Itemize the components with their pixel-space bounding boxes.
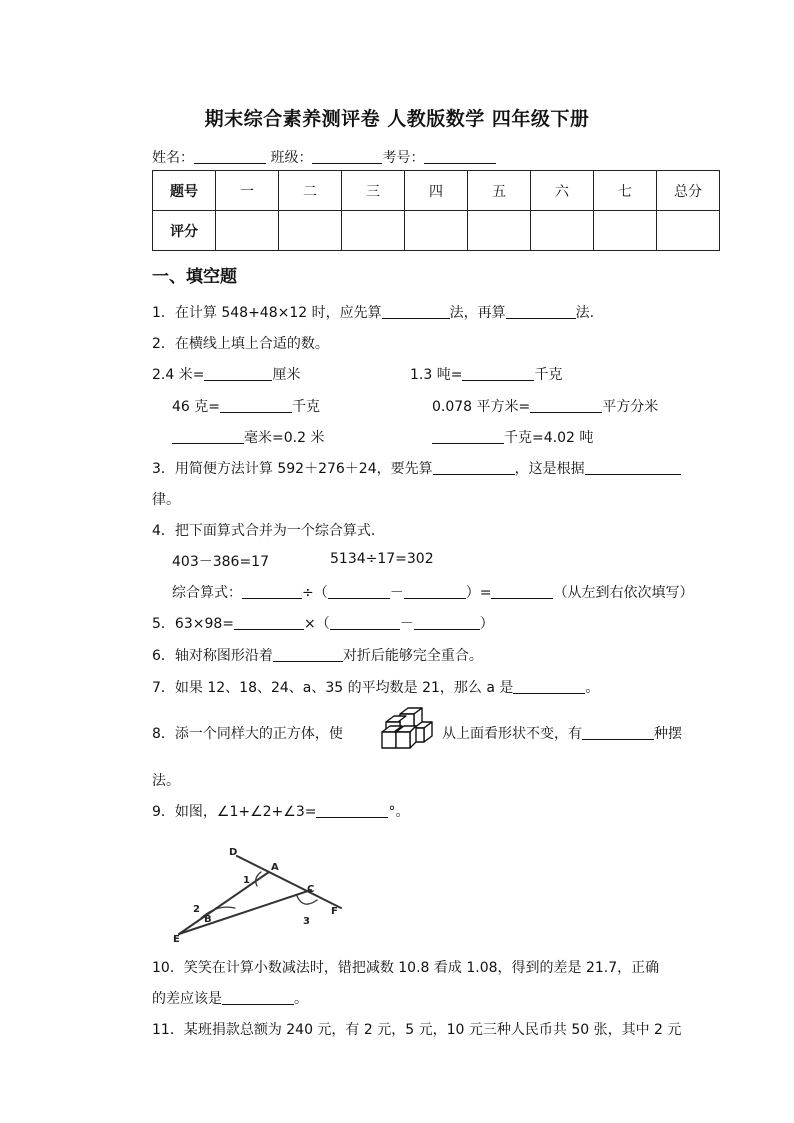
score-table-score-row <box>153 211 720 251</box>
score-header-cell: 三 <box>342 171 405 211</box>
q2-text: 2.4 米= <box>152 367 205 383</box>
q2-text: 1.3 吨= <box>410 367 463 383</box>
cube-stack-image <box>378 706 436 752</box>
score-cell[interactable] <box>468 211 531 251</box>
q3-text: 3．用简便方法计算 592＋276＋24，要先算 <box>152 461 433 477</box>
number-label: 考号： <box>382 150 425 166</box>
question-2: 2．在横线上填上合适的数。 <box>152 336 329 352</box>
line-dacf <box>237 856 341 908</box>
q2-blank[interactable] <box>220 398 292 413</box>
q9-blank[interactable] <box>316 803 388 818</box>
question-7 <box>152 677 599 697</box>
score-header-cell: 七 <box>594 171 657 211</box>
q4-blank[interactable] <box>404 584 466 599</box>
score-cell[interactable] <box>531 211 594 251</box>
q8-end: 法。 <box>152 773 180 789</box>
score-table <box>152 170 720 251</box>
score-header-cell: 四 <box>405 171 468 211</box>
q4-equation-2: 5134÷17=302 <box>330 551 434 567</box>
q1-blank-1[interactable] <box>382 304 450 319</box>
score-header-cell: 总分 <box>657 171 720 211</box>
q2-row3-right <box>432 427 593 447</box>
score-header-cell: 五 <box>468 171 531 211</box>
q6-text-2: 对折后能够完全重合。 <box>342 648 483 664</box>
score-cell[interactable] <box>405 211 468 251</box>
q4-blank[interactable] <box>242 584 302 599</box>
q5-text: 5．63×98= <box>152 616 234 632</box>
q3-blank-1[interactable] <box>433 460 515 475</box>
class-label: 班级： <box>270 150 313 166</box>
q5-op: ×（ <box>304 616 330 632</box>
q2-blank[interactable] <box>204 366 272 381</box>
label-b: B <box>204 914 212 925</box>
score-row-label: 评分 <box>153 211 216 251</box>
score-table-header-row <box>153 171 720 211</box>
score-cell[interactable] <box>657 211 720 251</box>
q2-unit: 千克 <box>534 367 563 383</box>
angle-3-arc <box>297 896 317 904</box>
q1-text: 1．在计算 548+48×12 时，应先算 <box>152 305 382 321</box>
q2-row1-left <box>152 364 300 384</box>
q9-text-2: °。 <box>388 804 410 820</box>
q2-row2-right <box>432 396 658 416</box>
number-blank[interactable] <box>424 149 496 164</box>
score-cell[interactable] <box>594 211 657 251</box>
q8-text-3: 种摆 <box>654 726 682 742</box>
score-cell[interactable] <box>216 211 279 251</box>
student-info-line <box>152 147 496 167</box>
question-6 <box>152 645 483 665</box>
q8-blank[interactable] <box>582 725 654 740</box>
score-header-cell: 六 <box>531 171 594 211</box>
q6-text: 6．轴对称图形沿着 <box>152 648 273 664</box>
question-1 <box>152 302 594 322</box>
q5-op: ） <box>479 616 494 632</box>
q10-continuation <box>152 988 308 1008</box>
score-cell[interactable] <box>279 211 342 251</box>
q10-blank[interactable] <box>222 990 294 1005</box>
label-angle-3: 3 <box>303 916 310 927</box>
name-label: 姓名： <box>152 150 194 166</box>
name-blank[interactable] <box>194 149 266 164</box>
q2-blank[interactable] <box>530 398 602 413</box>
label-e: E <box>173 934 180 945</box>
q5-blank[interactable] <box>330 615 400 630</box>
label-a: A <box>271 862 279 873</box>
q2-unit: 千克=4.02 吨 <box>504 430 594 446</box>
q2-blank[interactable] <box>462 366 534 381</box>
q2-row1-right <box>410 364 562 384</box>
q1-text-2: 法，再算 <box>449 305 506 321</box>
q3-blank-2[interactable] <box>585 460 681 475</box>
q2-text: 46 克= <box>172 399 220 415</box>
label-d: D <box>229 847 238 858</box>
question-5 <box>152 613 494 633</box>
q4-op: ÷（ <box>302 585 328 601</box>
score-header-cell: 二 <box>279 171 342 211</box>
q8-text: 8．添一个同样大的正方体，使 <box>152 726 343 742</box>
question-11: 11．某班捐款总额为 240 元，有 2 元，5 元，10 元三种人民币共 50 张，其中 2 元 <box>152 1022 682 1038</box>
q7-text-2: 。 <box>585 680 600 696</box>
q2-row3-left <box>172 427 324 447</box>
angle-figure <box>165 838 355 948</box>
q2-unit: 千克 <box>292 399 320 415</box>
question-3 <box>152 458 681 478</box>
score-header-cell: 题号 <box>153 171 216 211</box>
score-cell[interactable] <box>342 211 405 251</box>
q4-note: （从左到右依次填写） <box>553 585 694 601</box>
q9-text: 9．如图，∠1+∠2+∠3= <box>152 804 317 820</box>
q2-unit: 厘米 <box>272 367 301 383</box>
q5-blank[interactable] <box>234 615 304 630</box>
question-9 <box>152 801 409 821</box>
q8-text-2: 从上面看形状不变，有 <box>442 726 582 742</box>
q4-op: － <box>389 585 404 601</box>
question-4: 4．把下面算式合并为一个综合算式. <box>152 523 376 539</box>
section-heading: 一、填空题 <box>152 267 237 287</box>
class-blank[interactable] <box>312 149 382 164</box>
label-c: C <box>307 884 315 895</box>
q7-text: 7．如果 12、18、24、a、35 的平均数是 21，那么 a 是 <box>152 680 514 696</box>
question-10: 10．笑笑在计算小数减法时，错把减数 10.8 看成 1.08，得到的差是 21.7，正确 <box>152 960 660 976</box>
q1-text-3: 法. <box>575 305 595 321</box>
q7-blank[interactable] <box>513 679 585 694</box>
question-8 <box>152 723 343 743</box>
label-f: F <box>331 906 338 917</box>
q2-text: 0.078 平方米= <box>432 399 531 415</box>
score-header-cell: 一 <box>216 171 279 211</box>
q2-unit: 毫米=0.2 米 <box>244 430 325 446</box>
q3-continuation: 律。 <box>152 492 180 508</box>
q10-text-2: 的差应该是 <box>152 991 222 1007</box>
q4-label: 综合算式： <box>172 585 242 601</box>
q3-text-2: ，这是根据 <box>514 461 585 477</box>
q2-row2-left <box>172 396 320 416</box>
label-angle-1: 1 <box>243 875 250 886</box>
q10-text-3: 。 <box>294 991 308 1007</box>
q4-blank[interactable] <box>491 584 553 599</box>
q1-blank-2[interactable] <box>506 304 576 319</box>
q8-continuation <box>442 723 682 743</box>
page-title: 期末综合素养测评卷 人教版数学 四年级下册 <box>204 108 590 130</box>
q2-blank[interactable] <box>172 429 244 444</box>
q5-op: － <box>399 616 414 632</box>
q6-blank[interactable] <box>273 647 343 662</box>
q4-equation-1: 403－386=17 <box>172 554 269 570</box>
q4-blank[interactable] <box>328 584 390 599</box>
label-angle-2: 2 <box>193 904 200 915</box>
q4-op: ）= <box>465 585 492 601</box>
q2-blank[interactable] <box>432 429 504 444</box>
q2-unit: 平方分米 <box>602 399 659 415</box>
q4-answer-line <box>172 582 693 602</box>
q5-blank[interactable] <box>414 615 480 630</box>
